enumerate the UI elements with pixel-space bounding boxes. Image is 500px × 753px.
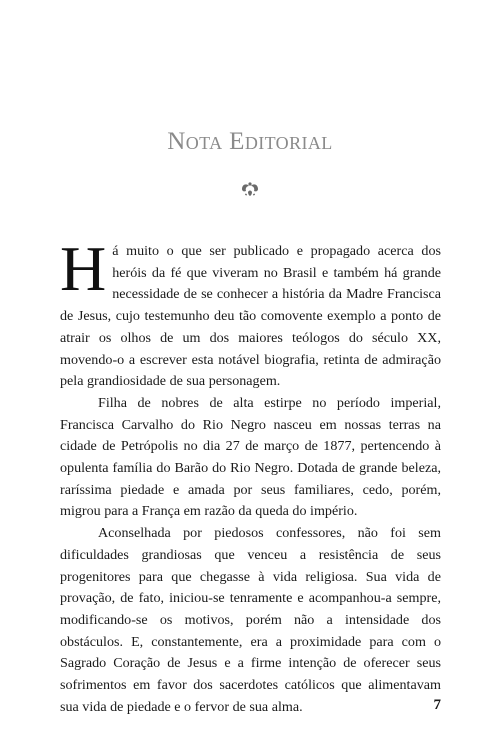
fleuron-ornament-icon <box>239 180 261 198</box>
drop-cap: H <box>60 233 107 304</box>
paragraph-3: Aconselhada por piedosos confessores, não foi sem dificuldades grandiosas que venceu a resistência de seus progenitores para que chegasse à vida religiosa. Sua vida de provação, de fato, iniciou-se tenramente e acompanhou-a sempre, modificando-se os motivos, porém não a intensidade dos obstáculos. E, constantemente, era a proximidade para com o Sagrado Coração de Jesus e a firme intenção de oferecer seus sofrimentos em favor dos sacerdotes católicos que alimentavam sua vida de piedade e o fervor de sua alma. <box>60 525 441 715</box>
paragraph-1 <box>60 233 441 393</box>
paragraph-2: Filha de nobres de alta estirpe no período imperial, Francisca Carvalho do Rio Negro nasceu em nossas terras na cidade de Petrópolis no dia 27 de março de 1877, pertencendo à opulenta família do Barão do Rio Negro. Dotada de grande beleza, raríssima piedade e amada por seus familiares, cedo, porém, migrou para a França em razão da queda do império. <box>60 394 441 520</box>
chapter-title: Nota Editorial <box>167 128 333 155</box>
paragraph-1-text: á muito o que ser publicado e propagado acerca dos heróis da fé que viveram no Brasil e também há grande necessidade de se conhecer a história da Madre Francisca de Jesus, cujo testemunho deu tão comovente exemplo a ponto de atrair os olhos de um dos maiores teólogos do século XX, movendo-o a escrever esta notável biografia, retinta de admiração pela grandiosidade de sua personagem. <box>60 243 441 390</box>
body-text <box>60 233 441 718</box>
page-number: 7 <box>433 697 441 713</box>
